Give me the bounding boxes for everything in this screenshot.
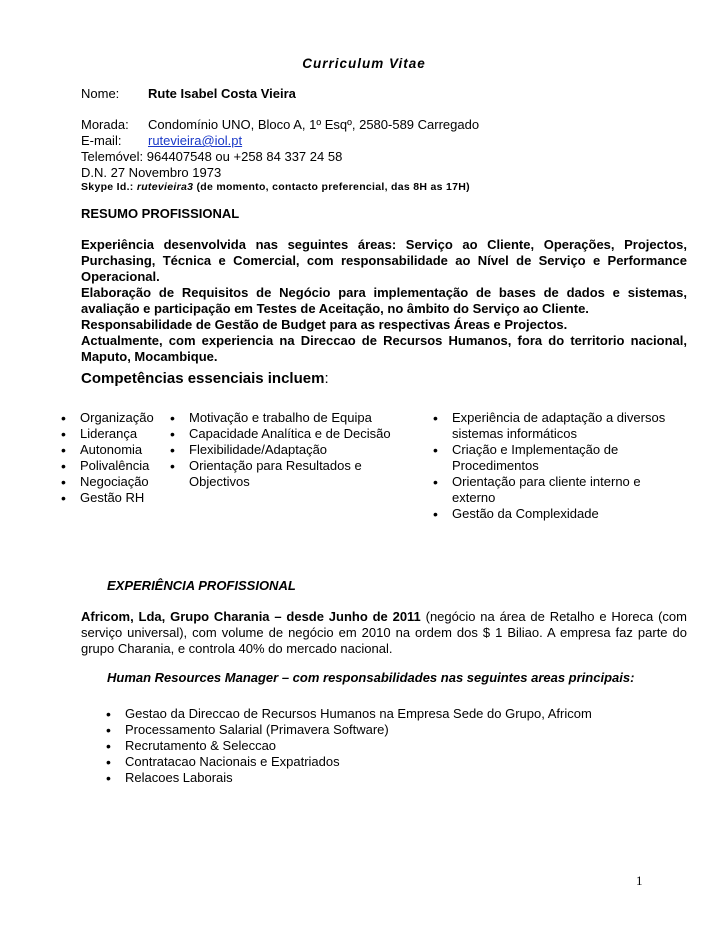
competency-item: • Autonomia xyxy=(61,442,171,458)
duty-item: • Gestao da Direccao de Recursos Humanos na Empresa Sede do Grupo, Africom xyxy=(106,706,666,722)
competency-item: • Criação e Implementação de Procedimentos xyxy=(433,442,683,474)
competency-item: • Gestão da Complexidade xyxy=(433,506,683,522)
duty-item: • Recrutamento & Seleccao xyxy=(106,738,666,754)
summary-paragraph: Responsabilidade de Gestão de Budget para as respectivas Áreas e Projectos. xyxy=(81,317,568,332)
page-number: 1 xyxy=(636,873,643,888)
role-title: Human Resources Manager – com responsabilidades nas seguintes areas principais: xyxy=(107,670,635,685)
dob-line: D.N. 27 Novembro 1973 xyxy=(81,165,222,180)
duties-list xyxy=(106,706,666,786)
skype-id: rutevieira3 xyxy=(136,181,194,193)
competencies-list-1 xyxy=(61,410,171,506)
duty-item: • Contratacao Nacionais e Expatriados xyxy=(106,754,666,770)
email-label: E-mail: xyxy=(81,133,122,148)
competency-item: • Capacidade Analítica e de Decisão xyxy=(170,426,405,442)
competency-item: • Orientação para Resultados e Objectivos xyxy=(170,458,374,490)
summary-paragraph: Actualmente, com experiencia na Direccao de Recursos Humanos, fora do territorio nacional, Maputo, Mocambique. xyxy=(81,333,687,364)
competency-item: • Motivação e trabalho de Equipa xyxy=(170,410,405,426)
name-value: Rute Isabel Costa Vieira xyxy=(148,86,296,101)
summary-heading: RESUMO PROFISSIONAL xyxy=(81,206,240,221)
skype-note: (de momento, contacto preferencial, das 8H as 17H) xyxy=(196,181,470,193)
skype-label: Skype Id.: xyxy=(81,181,134,193)
document-title: Curriculum Vitae xyxy=(302,56,426,71)
company-name: Africom, Lda, Grupo Charania – desde Junho de 2011 xyxy=(81,609,421,624)
competency-item: • Gestão RH xyxy=(61,490,171,506)
name-label: Nome: xyxy=(81,86,120,101)
competency-item: • Orientação para cliente interno e externo xyxy=(433,474,652,506)
summary-paragraph: Experiência desenvolvida nas seguintes áreas: Serviço ao Cliente, Operações, Projectos, Purchasing, Técnica e Comercial, com responsabilidade ao Nível de Serviço e Performance Operacional. xyxy=(81,237,687,284)
address-label: Morada: xyxy=(81,117,129,132)
competency-item: • Organização xyxy=(61,410,171,426)
competencies-list-3 xyxy=(433,410,683,522)
phone-line: Telemóvel: 964407548 ou +258 84 337 24 58 xyxy=(81,149,343,164)
competency-item: • Liderança xyxy=(61,426,171,442)
duty-item: • Processamento Salarial (Primavera Software) xyxy=(106,722,666,738)
competencies-list-2 xyxy=(170,410,405,490)
company-description: (negócio na área de Retalho e Horeca (com serviço universal), com volume de negócio em 2010 na ordem dos $ 1 Biliao. A empresa faz parte do grupo Charania, e controla 40% do mercado nacional. xyxy=(81,609,687,656)
competency-item: • Polivalência xyxy=(61,458,171,474)
address-value: Condomínio UNO, Bloco A, 1º Esqº, 2580-589 Carregado xyxy=(148,117,480,132)
summary-paragraph: Elaboração de Requisitos de Negócio para implementação de bases de dados e sistemas, avaliação e participação em Testes de Aceitação, no âmbito do Serviço ao Cliente. xyxy=(81,285,687,316)
skype-line xyxy=(81,181,470,193)
duty-item: • Relacoes Laborais xyxy=(106,770,666,786)
experience-heading: EXPERIÊNCIA PROFISSIONAL xyxy=(107,578,296,593)
competencies-heading: Competências essenciais incluem: xyxy=(81,370,329,387)
company-paragraph xyxy=(81,609,687,657)
competency-item: • Negociação xyxy=(61,474,171,490)
competency-item: • Experiência de adaptação a diversos sistemas informáticos xyxy=(433,410,683,442)
competency-item: • Flexibilidade/Adaptação xyxy=(170,442,405,458)
email-link[interactable]: rutevieira@iol.pt xyxy=(148,133,243,148)
